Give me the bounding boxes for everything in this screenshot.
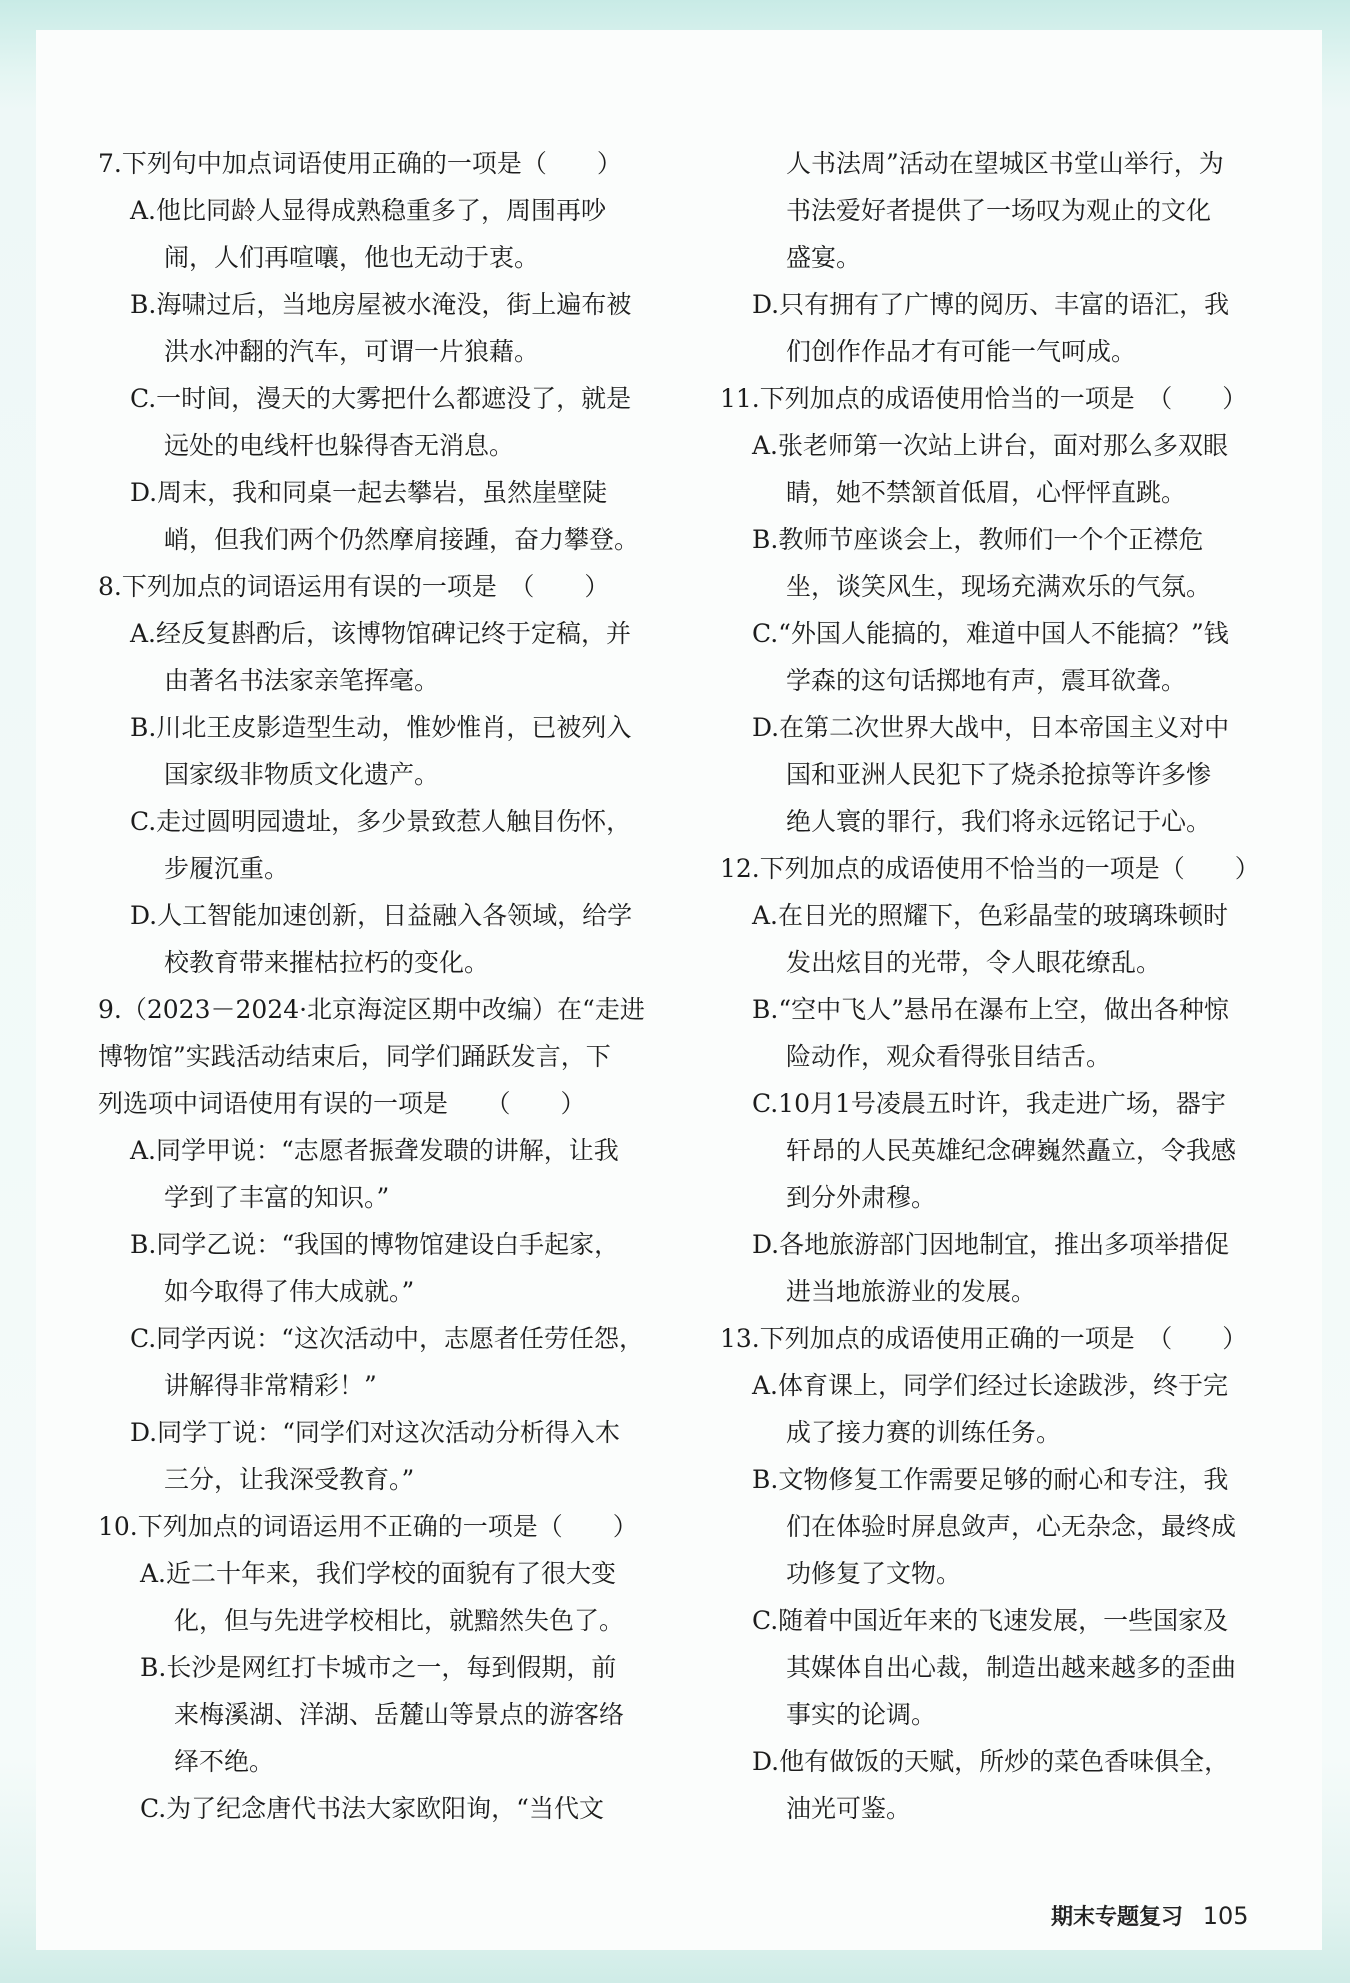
continuation-line: 校教育带来摧枯拉朽的变化。 [164, 948, 490, 977]
continuation-line: 三分，让我深受教育。” [164, 1465, 415, 1494]
continuation-line: 国家级非物质文化遗产。 [164, 760, 440, 789]
option-line: C.为了纪念唐代书法大家欧阳询，“当代文 [140, 1794, 604, 1823]
continuation-line: 绎不绝。 [174, 1747, 275, 1776]
continuation-line: 其媒体自出心裁，制造出越来越多的歪曲 [786, 1653, 1237, 1682]
continuation-line: 化，但与先进学校相比，就黯然失色了。 [174, 1606, 625, 1635]
option-line: B.长沙是网红打卡城市之一，每到假期，前 [140, 1653, 617, 1682]
continuation-line: 人书法周”活动在望城区书堂山举行，为 [786, 149, 1224, 178]
option-line: C.同学丙说：“这次活动中，志愿者任劳任怨， [130, 1324, 644, 1353]
continuation-line: 闹，人们再喧嚷，他也无动于衷。 [164, 243, 540, 272]
continuation-line: 步履沉重。 [164, 854, 290, 883]
continuation-line: 国和亚洲人民犯下了烧杀抢掠等许多惨 [786, 760, 1212, 789]
continuation-line: 讲解得非常精彩！” [164, 1371, 377, 1400]
continuation-line: 学到了丰富的知识。” [164, 1183, 390, 1212]
continuation-line: 睛，她不禁颔首低眉，心怦怦直跳。 [786, 478, 1187, 507]
continuation-line: 坐，谈笑风生，现场充满欢乐的气氛。 [786, 572, 1212, 601]
option-line: D.周末，我和同桌一起去攀岩，虽然崖壁陡 [130, 478, 608, 507]
continuation-line: 学森的这句话掷地有声，震耳欲聋。 [786, 666, 1187, 695]
continuation-line: 如今取得了伟大成就。” [164, 1277, 415, 1306]
option-line: D.同学丁说：“同学们对这次活动分析得入木 [130, 1418, 620, 1447]
option-line: A.张老师第一次站上讲台，面对那么多双眼 [752, 431, 1229, 460]
question-line: 8.下列加点的词语运用有误的一项是 （ ） [98, 572, 610, 601]
option-line: A.近二十年来，我们学校的面貌有了很大变 [140, 1559, 617, 1588]
continuation-line: 远处的电线杆也躲得杳无消息。 [164, 431, 515, 460]
continuation-line: 发出炫目的光带，令人眼花缭乱。 [786, 948, 1162, 977]
option-line: A.经反复斟酌后，该博物馆碑记终于定稿，并 [130, 619, 632, 648]
continuation-line: 由著名书法家亲笔挥毫。 [164, 666, 440, 695]
option-line: D.各地旅游部门因地制宜，推出多项举措促 [752, 1230, 1230, 1259]
option-line: B.同学乙说：“我国的博物馆建设白手起家， [130, 1230, 620, 1259]
continuation-line: 险动作，观众看得张目结舌。 [786, 1042, 1112, 1071]
continuation-line: 成了接力赛的训练任务。 [786, 1418, 1062, 1447]
continuation-line: 轩昂的人民英雄纪念碑巍然矗立，令我感 [786, 1136, 1237, 1165]
option-line: A.同学甲说：“志愿者振聋发聩的讲解，让我 [130, 1136, 619, 1165]
continuation-line: 油光可鉴。 [786, 1794, 912, 1823]
question-line: 列选项中词语使用有误的一项是 （ ） [98, 1089, 586, 1118]
continuation-line: 到分外肃穆。 [786, 1183, 937, 1212]
option-line: D.只有拥有了广博的阅历、丰富的语汇，我 [752, 290, 1230, 319]
option-line: C.一时间，漫天的大雾把什么都遮没了，就是 [130, 384, 632, 413]
section-title: 期末专题复习 [1051, 1905, 1184, 1930]
paper-sheet [36, 30, 1322, 1950]
question-line: 10.下列加点的词语运用不正确的一项是（ ） [98, 1512, 638, 1541]
option-line: C.走过圆明园遗址，多少景致惹人触目伤怀， [130, 807, 632, 836]
question-line: 13.下列加点的成语使用正确的一项是 （ ） [720, 1324, 1248, 1353]
continuation-line: 进当地旅游业的发展。 [786, 1277, 1037, 1306]
right-column [720, 140, 1310, 1832]
option-line: A.他比同龄人显得成熟稳重多了，周围再吵 [130, 196, 607, 225]
option-line: C.10月1号凌晨五时许，我走进广场，器宇 [752, 1089, 1226, 1118]
option-line: B.文物修复工作需要足够的耐心和专注，我 [752, 1465, 1229, 1494]
question-line: 博物馆”实践活动结束后，同学们踊跃发言，下 [98, 1042, 611, 1071]
option-line: C.“外国人能搞的，难道中国人不能搞？”钱 [752, 619, 1229, 648]
continuation-line: 洪水冲翻的汽车，可谓一片狼藉。 [164, 337, 540, 366]
continuation-line: 们在体验时屏息敛声，心无杂念，最终成 [786, 1512, 1237, 1541]
question-line: 11.下列加点的成语使用恰当的一项是 （ ） [720, 384, 1248, 413]
option-line: D.在第二次世界大战中，日本帝国主义对中 [752, 713, 1230, 742]
option-line: D.人工智能加速创新，日益融入各领域，给学 [130, 901, 633, 930]
question-line: 12.下列加点的成语使用不恰当的一项是（ ） [720, 854, 1260, 883]
option-line: A.在日光的照耀下，色彩晶莹的玻璃珠顿时 [752, 901, 1229, 930]
continuation-line: 功修复了文物。 [786, 1559, 962, 1588]
continuation-line: 盛宴。 [786, 243, 862, 272]
left-column [98, 140, 688, 1832]
continuation-line: 来梅溪湖、洋湖、岳麓山等景点的游客络 [174, 1700, 625, 1729]
option-line: B.川北王皮影造型生动，惟妙惟肖，已被列入 [130, 713, 632, 742]
continuation-line: 们创作作品才有可能一气呵成。 [786, 337, 1137, 366]
option-line: A.体育课上，同学们经过长途跋涉，终于完 [752, 1371, 1229, 1400]
continuation-line: 事实的论调。 [786, 1700, 937, 1729]
continuation-line: 书法爱好者提供了一场叹为观止的文化 [786, 196, 1212, 225]
question-line: 7.下列句中加点词语使用正确的一项是（ ） [98, 149, 622, 178]
option-line: B.海啸过后，当地房屋被水淹没，街上遍布被 [130, 290, 632, 319]
option-line: B.“空中飞人”悬吊在瀑布上空，做出各种惊 [752, 995, 1229, 1024]
continuation-line: 绝人寰的罪行，我们将永远铭记于心。 [786, 807, 1212, 836]
option-line: C.随着中国近年来的飞速发展，一些国家及 [752, 1606, 1229, 1635]
page-number: 105 [1202, 1902, 1249, 1930]
question-line: 9.（2023－2024·北京海淀区期中改编）在“走进 [98, 995, 645, 1024]
page-footer [1051, 1900, 1249, 1931]
option-line: B.教师节座谈会上，教师们一个个正襟危 [752, 525, 1204, 554]
option-line: D.他有做饭的天赋，所炒的菜色香味俱全， [752, 1747, 1230, 1776]
continuation-line: 峭，但我们两个仍然摩肩接踵，奋力攀登。 [164, 525, 640, 554]
